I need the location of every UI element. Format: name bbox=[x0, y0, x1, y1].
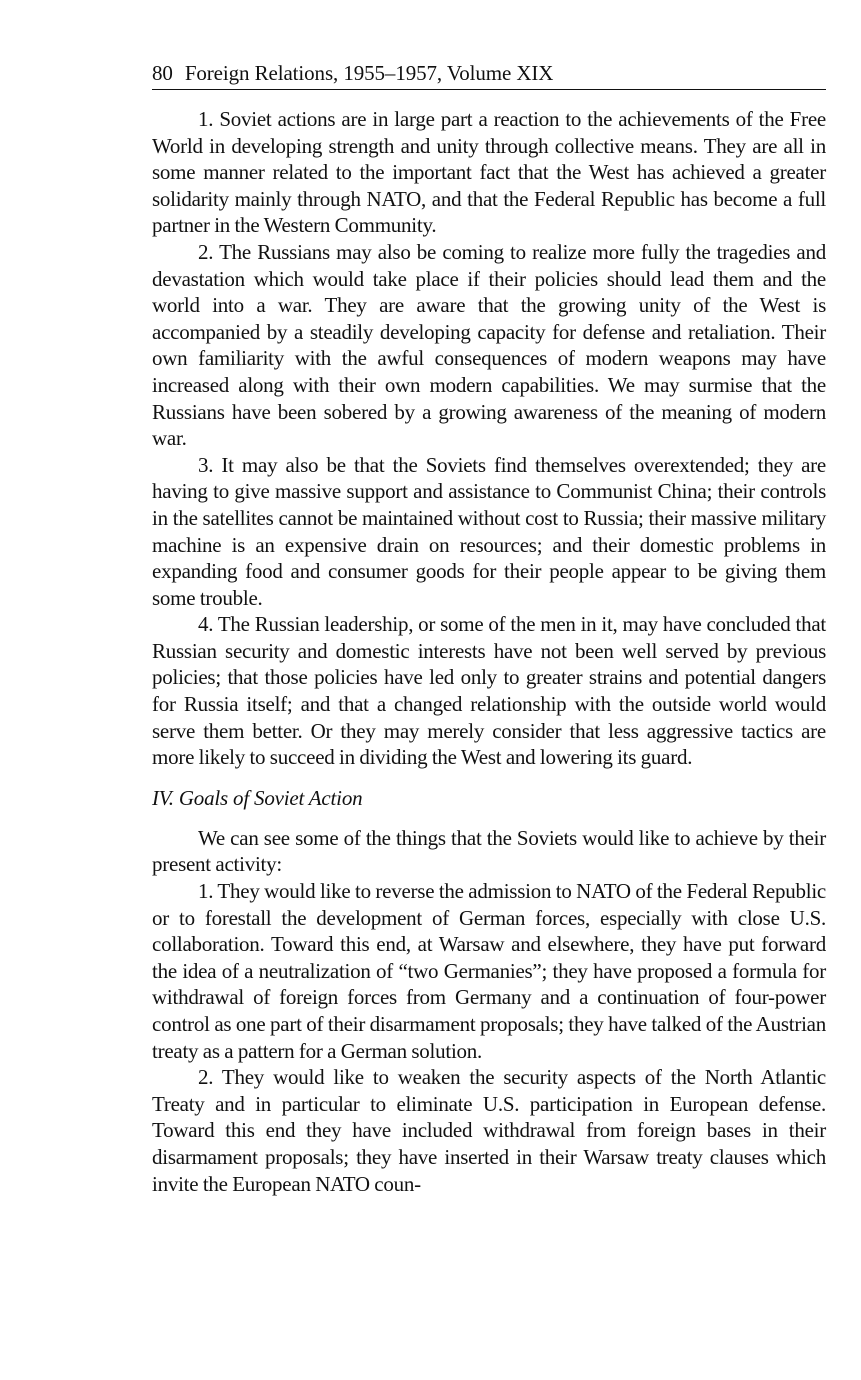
document-page bbox=[152, 58, 826, 1197]
paragraph-goal-nato: 2. They would like to weaken the security aspects of the North Atlantic Treaty and in particular to eliminate U.S. participation in European defense. Toward this end they have included withdrawal from foreign bases in their disarmament proposals; they have inserted in their Warsaw treaty clauses which invite the European NATO coun- bbox=[152, 1065, 826, 1196]
section-heading: IV. Goals of Soviet Action bbox=[152, 785, 363, 810]
paragraph-devastation: 2. The Russians may also be coming to realize more fully the tragedies and devastation which would take place if their policies should lead them and the world into a war. They are aware that the growing unity of the West is accompanied by a steadily developing capacity for defense and retaliation. Their own familiarity with the awful consequences of modern weapons may have increased along with their own modern capabilities. We may surmise that the Russians have been sobered by a growing awareness of the meaning of modern war. bbox=[152, 239, 826, 451]
volume-title: Foreign Relations, 1955–1957, Volume XIX bbox=[184, 61, 554, 85]
paragraph-leadership: 4. The Russian leadership, or some of the men in it, may have concluded that Russian security and domestic interests have not been well served by previous policies; that those policies have led only to greater strains and potential dangers for Russia itself; and that a changed relationship with the outside world would serve them better. Or they may merely consider that less aggressive tactics are more likely to succeed in dividing the West and lowering its guard. bbox=[152, 612, 826, 770]
paragraph-reaction: 1. Soviet actions are in large part a reaction to the achievements of the Free World in developing strength and unity through collective means. They are all in some manner related to the important fact that the West has achieved a greater solidarity mainly through NATO, and that the Federal Republic has become a full partner in the Western Community. bbox=[152, 107, 826, 238]
paragraph-overextended: 3. It may also be that the Soviets find themselves overextended; they are having to give massive support and assistance to Communist China; their controls in the satellites cannot be maintained without cost to Russia; their massive military machine is an expensive drain on resources; and their domestic problems in expanding food and consumer goods for their people appear to be giving them some trouble. bbox=[152, 452, 826, 610]
paragraph-goals-intro: We can see some of the things that the Soviets would like to achieve by their present activity: bbox=[152, 825, 826, 877]
page-number: 80 bbox=[152, 61, 173, 85]
paragraph-goal-germany: 1. They would like to reverse the admission to NATO of the Federal Republic or to forestall the development of German forces, especially with close U.S. collaboration. Toward this end, at Warsaw and elsewhere, they have put forward the idea of a neutralization of “two Germanies”; they have proposed a formula for withdrawal of foreign forces from Germany and a continuation of four-power control as one part of their disarmament proposals; they have talked of the Austrian treaty as a pattern for a German solution. bbox=[152, 879, 826, 1063]
running-header bbox=[152, 58, 826, 90]
